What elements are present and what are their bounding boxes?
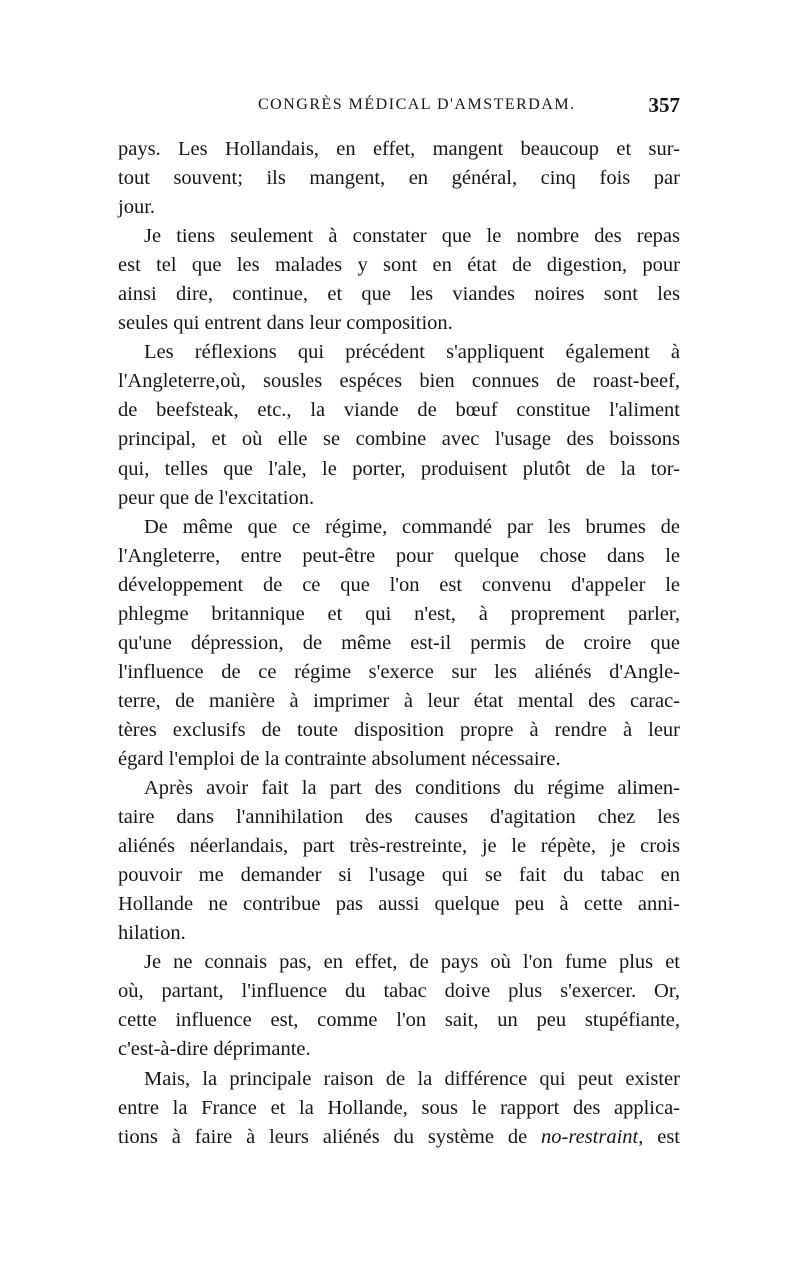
text-line: est tel que les malades y sont en état de digestion, pour — [118, 254, 680, 277]
text-line: ainsi dire, continue, et que les viandes noires sont les — [118, 283, 680, 306]
text-line: Les réflexions qui précédent s'appliquent également à — [144, 341, 680, 364]
text-line: phlegme britannique et qui n'est, à proprement parler, — [118, 602, 680, 625]
text-line: où, partant, l'influence du tabac doive plus s'exercer. Or, — [118, 980, 680, 1003]
text-line: tères exclusifs de toute disposition propre à rendre à leur — [118, 718, 680, 741]
text-line: principal, et où elle se combine avec l'usage des boissons — [118, 428, 680, 451]
text-line: pouvoir me demander si l'usage qui se fait du tabac en — [118, 864, 680, 887]
text-line: qu'une dépression, de même est-il permis de croire que — [118, 631, 680, 654]
text-line: peur que de l'excitation. — [118, 486, 315, 509]
text-line: terre, de manière à imprimer à leur état mental des carac- — [118, 689, 680, 712]
body-text — [118, 135, 680, 1152]
text-line: jour. — [118, 196, 156, 219]
text-line: l'Angleterre,où, sousles espéces bien connues de roast-beef, — [118, 370, 680, 393]
text-line: Je ne connais pas, en effet, de pays où l'on fume plus et — [144, 951, 680, 974]
text-line: l'influence de ce régime s'exerce sur les aliénés d'Angle- — [118, 660, 680, 683]
text-line: De même que ce régime, commandé par les brumes de — [144, 515, 680, 538]
text-line: qui, telles que l'ale, le porter, produisent plutôt de la tor- — [118, 457, 680, 480]
text-line: tout souvent; ils mangent, en général, cinq fois par — [118, 167, 680, 190]
text-line: c'est-à-dire déprimante. — [118, 1038, 311, 1061]
text-line: développement de ce que l'on est convenu d'appeler le — [118, 573, 680, 596]
text-line: cette influence est, comme l'on sait, un peu stupéfiante, — [118, 1009, 680, 1032]
running-title: CONGRÈS MÉDICAL D'AMSTERDAM. — [258, 96, 576, 113]
text-line-mixed — [118, 1123, 680, 1152]
text-segment: tions à faire à leurs aliénés du système de — [118, 1125, 542, 1148]
text-line: Je tiens seulement à constater que le nombre des repas — [144, 225, 680, 248]
text-line: Après avoir fait la part des conditions du régime alimen- — [144, 777, 680, 800]
text-line: hilation. — [118, 922, 186, 945]
text-line: seules qui entrent dans leur composition. — [118, 312, 453, 335]
italic-term: no-restraint — [541, 1125, 639, 1148]
text-line: pays. Les Hollandais, en effet, mangent beaucoup et sur- — [118, 138, 680, 160]
text-line: aliénés néerlandais, part très-restreinte, je le répète, je crois — [118, 835, 680, 858]
text-line: l'Angleterre, entre peut-être pour quelque chose dans le — [118, 544, 680, 567]
text-line: égard l'emploi de la contrainte absolument nécessaire. — [118, 747, 561, 770]
text-line: entre la France et la Hollande, sous le rapport des applica- — [118, 1096, 680, 1119]
text-line: Hollande ne contribue pas aussi quelque peu à cette anni- — [118, 893, 680, 916]
text-line: taire dans l'annihilation des causes d'agitation chez les — [118, 806, 680, 829]
text-line: de beefsteak, etc., la viande de bœuf constitue l'aliment — [118, 399, 680, 422]
text-segment: , est — [638, 1125, 680, 1148]
page-number: 357 — [648, 93, 680, 117]
running-head — [118, 93, 680, 120]
text-line: Mais, la principale raison de la différence qui peut exister — [144, 1067, 680, 1090]
